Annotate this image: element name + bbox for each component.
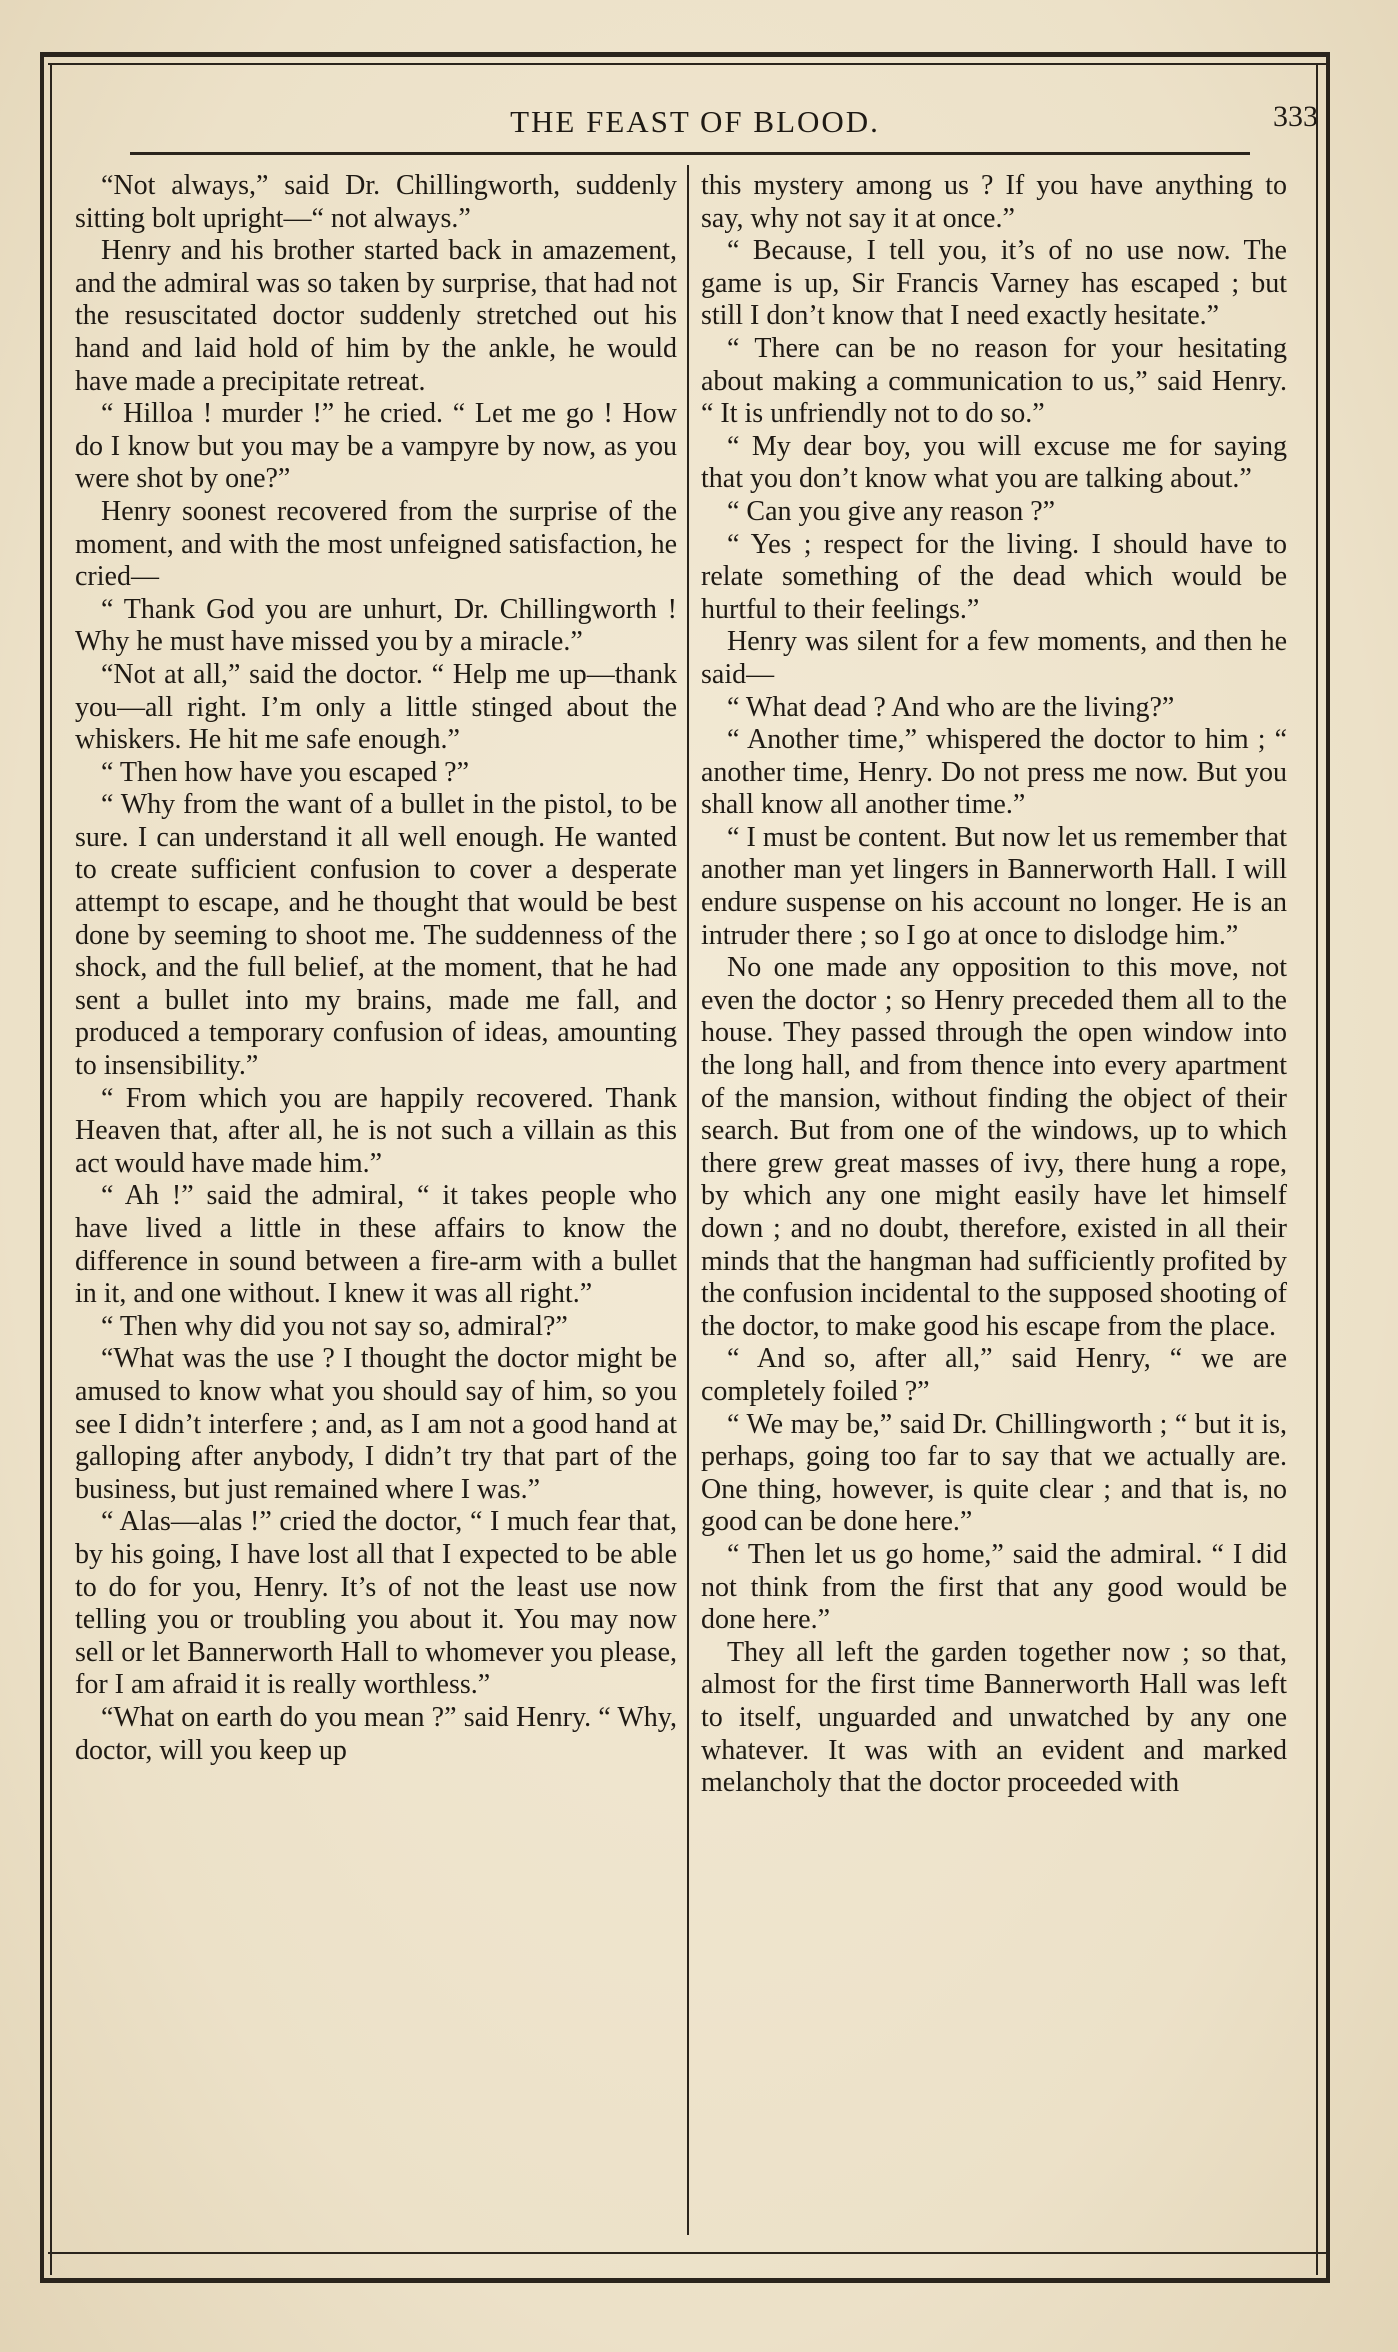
right-inner-rule (1316, 63, 1318, 2275)
paragraph: “Not always,” said Dr. Chillingworth, suddenly sitting bolt upright—“ not always.” (75, 170, 677, 234)
paragraph: “ From which you are happily recovered. Thank Heaven that, after all, he is not such a villain as this act would have made him.” (75, 1082, 677, 1179)
header-rule (130, 152, 1250, 155)
paragraph: “ My dear boy, you will excuse me for saying that you don’t know what you are talking about.” (701, 430, 1287, 495)
paragraph: “ Then how have you escaped ?” (101, 756, 469, 788)
paragraph: “ What dead ? And who are the living?” (727, 691, 1175, 723)
paragraph: “ Thank God you are unhurt, Dr. Chillingworth ! Why he must have missed you by a miracle.” (75, 593, 677, 658)
left-column (75, 170, 677, 1767)
paragraph: “ Then let us go home,” said the admiral. “ I did not think from the first that any good would be done here.” (701, 1538, 1287, 1636)
paragraph: Henry was silent for a few moments, and then he said— (701, 626, 1287, 690)
paragraph: “ I must be content. But now let us remember that another man yet lingers in Bannerworth Hall. I will endure suspense on his account no longer. He is an intruder there ; so I go at once to dislodge him.” (701, 821, 1287, 951)
paragraph: “ We may be,” said Dr. Chillingworth ; “ but it is, perhaps, going too far to say that we actually are. One thing, however, is quite clear ; and that is, no good can be done here.” (701, 1408, 1287, 1538)
column-divider (687, 165, 689, 2235)
bottom-border-rule (40, 2278, 1330, 2283)
paragraph: “ Because, I tell you, it’s of no use now. The game is up, Sir Francis Varney has escaped ; but still I don’t know that I need exactly hesitate.” (701, 235, 1287, 332)
paragraph: “What was the use ? I thought the doctor might be amused to know what you should say of him, so you see I didn’t interfere ; and, as I am not a good hand at galloping after anybody, I didn’t try that part of the business, but just remained where I was.” (75, 1343, 677, 1505)
page-number: 333 (1273, 100, 1318, 133)
paragraph: “ Hilloa ! murder !” he cried. “ Let me go ! How do I know but you may be a vampyre by now, as you were shot by one?” (75, 398, 677, 495)
paragraph: Henry soonest recovered from the surprise of the moment, and with the most unfeigned satisfaction, he cried— (75, 495, 677, 593)
paragraph: They all left the garden together now ; so that, almost for the first time Bannerworth Hall was left to itself, unguarded and unwatched by any one whatever. It was with an evident and marked melancholy that the doctor proceeded with (701, 1636, 1287, 1799)
right-border-rule (1326, 52, 1330, 2282)
top-border-rule (40, 52, 1330, 57)
left-border-rule (40, 52, 44, 2282)
paragraph: “What on earth do you mean ?” said Henry. “ Why, doctor, will you keep up (75, 1701, 677, 1766)
left-inner-rule (50, 63, 52, 2275)
paragraph: “ There can be no reason for your hesitating about making a communication to us,” said Henry. “ It is unfriendly not to do so.” (701, 332, 1287, 430)
paragraph: “ Why from the want of a bullet in the pistol, to be sure. I can understand it all well enough. He wanted to create sufficient confusion to cover a desperate attempt to escape, and he thought that would be best done by seeming to shoot me. The suddenness of the shock, and the full belief, at the moment, that he had sent a bullet into my brains, made me fall, and produced a temporary confusion of ideas, amounting to insensibility.” (75, 789, 677, 1082)
paragraph: “ Another time,” whispered the doctor to him ; “ another time, Henry. Do not press me now. But you shall know all another time.” (701, 724, 1287, 821)
paragraph: “ Alas—alas !” cried the doctor, “ I much fear that, by his going, I have lost all that I expected to be able to do for you, Henry. It’s of not the least use now telling you or troubling you about it. You may now sell or let Bannerworth Hall to whomever you please, for I am afraid it is really worthless.” (75, 1506, 677, 1701)
paragraph: “ And so, after all,” said Henry, “ we are completely foiled ?” (701, 1343, 1287, 1407)
paragraph: “ Yes ; respect for the living. I should have to relate something of the dead which would be hurtful to their feelings.” (701, 528, 1287, 625)
bottom-inner-rule (48, 2252, 1330, 2254)
right-column (701, 170, 1287, 1800)
paragraph: “ Then why did you not say so, admiral?” (101, 1310, 568, 1342)
running-header (60, 96, 1330, 148)
paragraph: “ Can you give any reason ?” (727, 495, 1056, 527)
paragraph: “Not at all,” said the doctor. “ Help me up—thank you—all right. I’m only a little stinged about the whiskers. He hit me safe enough.” (75, 658, 677, 756)
running-title: THE FEAST OF BLOOD. (510, 104, 880, 139)
paragraph: No one made any opposition to this move, not even the doctor ; so Henry preceded them all to the house. They passed through the open window into the long hall, and from thence into every apartment of the mansion, without finding the object of their search. But from one of the windows, up to which there grew great masses of ivy, there hung a rope, by which any one might easily have let himself down ; and no doubt, therefore, existed in all their minds that the hangman had sufficiently profited by the confusion incidental to the supposed shooting of the doctor, to make good his escape from the place. (701, 952, 1287, 1342)
paragraph: this mystery among us ? If you have anything to say, why not say it at once.” (701, 170, 1287, 234)
top-inner-rule (48, 63, 1330, 65)
paragraph: Henry and his brother started back in amazement, and the admiral was so taken by surprise, that had not the resuscitated doctor suddenly stretched out his hand and laid hold of him by the ankle, he would have made a precipitate retreat. (75, 235, 677, 397)
paragraph: “ Ah !” said the admiral, “ it takes people who have lived a little in these affairs to know the difference in sound between a fire-arm with a bullet in it, and one without. I knew it was all right.” (75, 1180, 677, 1310)
